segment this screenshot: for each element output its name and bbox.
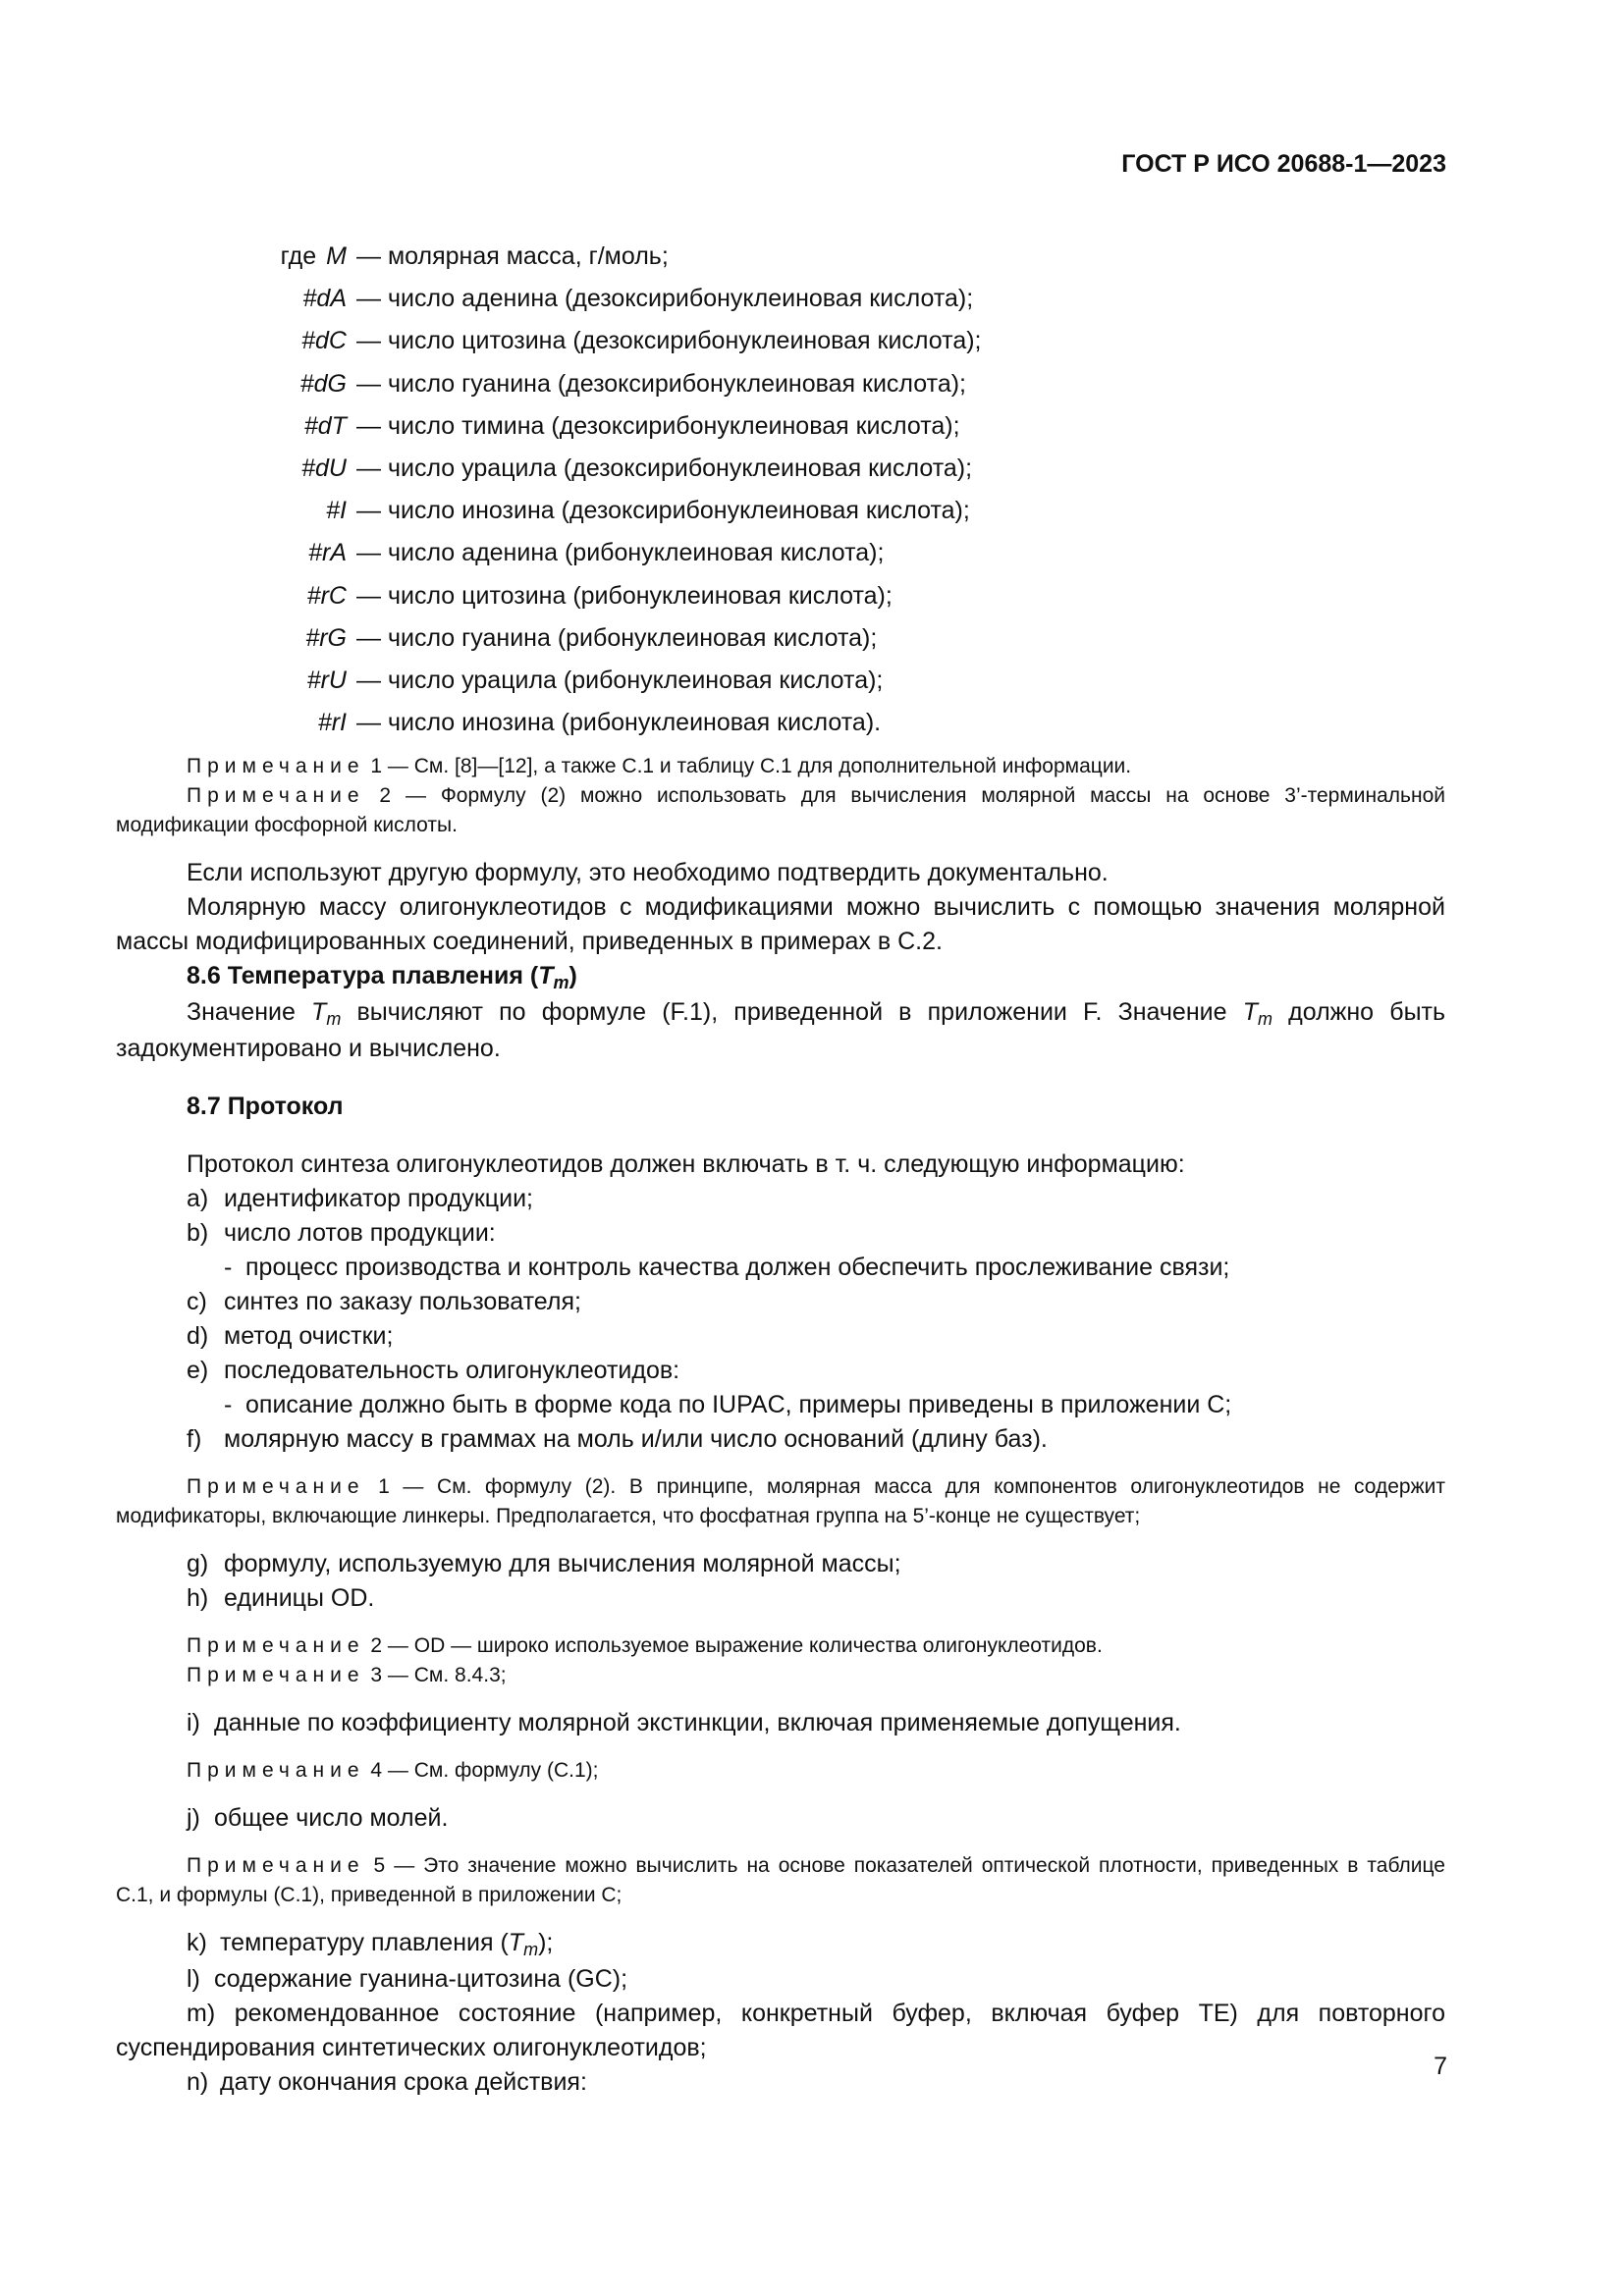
definition-item [116, 532, 1445, 574]
list-item: n) дату окончания срока действия: [187, 2068, 587, 2097]
list-item: e) последовательность олигонуклеотидов: [187, 1357, 680, 1385]
note-protocol-1: Примечание 1 — См. формулу (2). В принципе, молярная масса для компонентов олигонуклеотидов не содержит модификаторы, включающие линкеры. Предполагается, что фосфатная группа на 5’-конце не существует; [116, 1475, 1445, 1528]
definition-item [116, 405, 1445, 448]
list-item: l) содержание гуанина-цитозина (GC); [187, 1965, 628, 1994]
list-item: j) общее число молей. [187, 1804, 449, 1833]
definition-text: — число цитозина (рибонуклеиновая кислота); [356, 581, 893, 610]
definition-text: — число инозина (дезоксирибонуклеиновая кислота); [356, 497, 970, 525]
page-number: 7 [1434, 2053, 1447, 2080]
paragraph: Значение $T_m$ вычисляют по формуле (F.1), приведенной в приложении F. Значение $T_m$ должно быть задокументировано и вычислено. [116, 998, 1446, 1063]
definition-item [116, 660, 1445, 702]
section-title-8-6: 8.6 Температура плавления $(T_m)$ [187, 962, 577, 993]
list-item: m) рекомендованное состояние (например, конкретный буфер, включая буфер ТЕ) для повторного суспендирования синтетических олигонуклеотидов; [116, 2000, 1445, 2062]
note-protocol-5: Примечание 5 — Это значение можно вычислить на основе показателей оптической плотности, приведенных в таблице С.1, и формулы (С.1), приведенной в приложении С; [116, 1854, 1445, 1907]
list-item: b) число лотов продукции: [187, 1219, 496, 1248]
definition-symbol: #rA [308, 539, 347, 567]
definition-symbol: #rU [306, 666, 347, 694]
note-protocol-4: Примечание 4 — См. формулу (С.1); [187, 1759, 599, 1783]
definition-text: — число урацила (рибонуклеиновая кислота); [356, 666, 884, 694]
list-item: f) молярную массу в граммах на моль и/или число оснований (длину баз). [187, 1425, 1048, 1454]
paragraph: Протокол синтеза олигонуклеотидов должен включать в т. ч. следующую информацию: [187, 1150, 1185, 1179]
definition-text: — число гуанина (рибонуклеиновая кислота); [356, 623, 878, 652]
note-2: Примечание 2 — Формулу (2) можно использовать для вычисления молярной массы на основе 3’-терминальной модификации фосфорной кислоты. [116, 784, 1445, 837]
definition-text: — число аденина (рибонуклеиновая кислота); [356, 539, 885, 567]
definition-symbol: #rI [317, 709, 347, 737]
definition-item [116, 448, 1445, 490]
note-protocol-2: Примечание 2 — OD — широко используемое выражение количества олигонуклеотидов. [187, 1634, 1103, 1658]
definition-text: — число гуанина (дезоксирибонуклеиновая кислота); [356, 369, 967, 398]
definition-text: — молярная масса, г/моль; [356, 242, 669, 271]
list-item: c) синтез по заказу пользователя; [187, 1288, 581, 1316]
document-code: ГОСТ Р ИСО 20688-1—2023 [1121, 150, 1446, 178]
definition-text: — число аденина (дезоксирибонуклеиновая кислота); [356, 285, 974, 313]
list-item: d) метод очистки; [187, 1322, 394, 1351]
list-subitem: - описание должно быть в форме кода по IUPAC, примеры приведены в приложении С; [224, 1391, 1232, 1419]
page-content [116, 236, 1445, 2100]
list-item: g) формулу, используемую для вычисления молярной массы; [187, 1550, 901, 1578]
definition-symbol: #rC [306, 581, 347, 610]
definition-symbol: #dC [301, 327, 347, 355]
definition-symbol: #rG [305, 623, 347, 652]
paragraph: Если используют другую формулу, это необходимо подтвердить документально. [187, 859, 1109, 887]
list-item: k) температуру плавления $(T_m)$; [187, 1929, 554, 1960]
definition-item [116, 617, 1445, 660]
definition-text: — число тимина (дезоксирибонуклеиновая кислота); [356, 411, 960, 440]
definitions-list [116, 236, 1445, 744]
where-word: где [280, 242, 317, 271]
note-protocol-3: Примечание 3 — См. 8.4.3; [187, 1664, 507, 1687]
definition-item [116, 575, 1445, 617]
list-item: a) идентификатор продукции; [187, 1185, 533, 1213]
definition-item [116, 236, 1445, 278]
definition-symbol: M [326, 242, 347, 271]
definition-item [116, 278, 1445, 320]
definition-symbol: #dT [303, 411, 347, 440]
definition-item [116, 363, 1445, 405]
definition-symbol: #I [326, 497, 347, 525]
definition-symbol: #dA [302, 285, 347, 313]
list-subitem: - процесс производства и контроль качества должен обеспечить прослеживание связи; [224, 1254, 1230, 1282]
definition-item [116, 320, 1445, 362]
paragraph: Молярную массу олигонуклеотидов с модификациями можно вычислить с помощью значения молярной массы модифицированных соединений, приведенных в примерах в С.2. [116, 893, 1445, 956]
definition-text: — число цитозина (дезоксирибонуклеиновая кислота); [356, 327, 982, 355]
definition-text: — число инозина (рибонуклеиновая кислота). [356, 709, 882, 737]
definition-text: — число урацила (дезоксирибонуклеиновая кислота); [356, 454, 973, 483]
note-1: Примечание 1 — См. [8]—[12], а также С.1 и таблицу С.1 для дополнительной информации. [187, 755, 1132, 778]
definition-symbol: #dU [301, 454, 347, 483]
list-item: i) данные по коэффициенту молярной экстинкции, включая применяемые допущения. [187, 1709, 1181, 1737]
list-item: h) единицы OD. [187, 1584, 375, 1613]
definition-item [116, 702, 1445, 744]
section-title-8-7: 8.7 Протокол [187, 1093, 344, 1121]
definition-symbol: #dG [299, 369, 347, 398]
definition-item [116, 490, 1445, 532]
